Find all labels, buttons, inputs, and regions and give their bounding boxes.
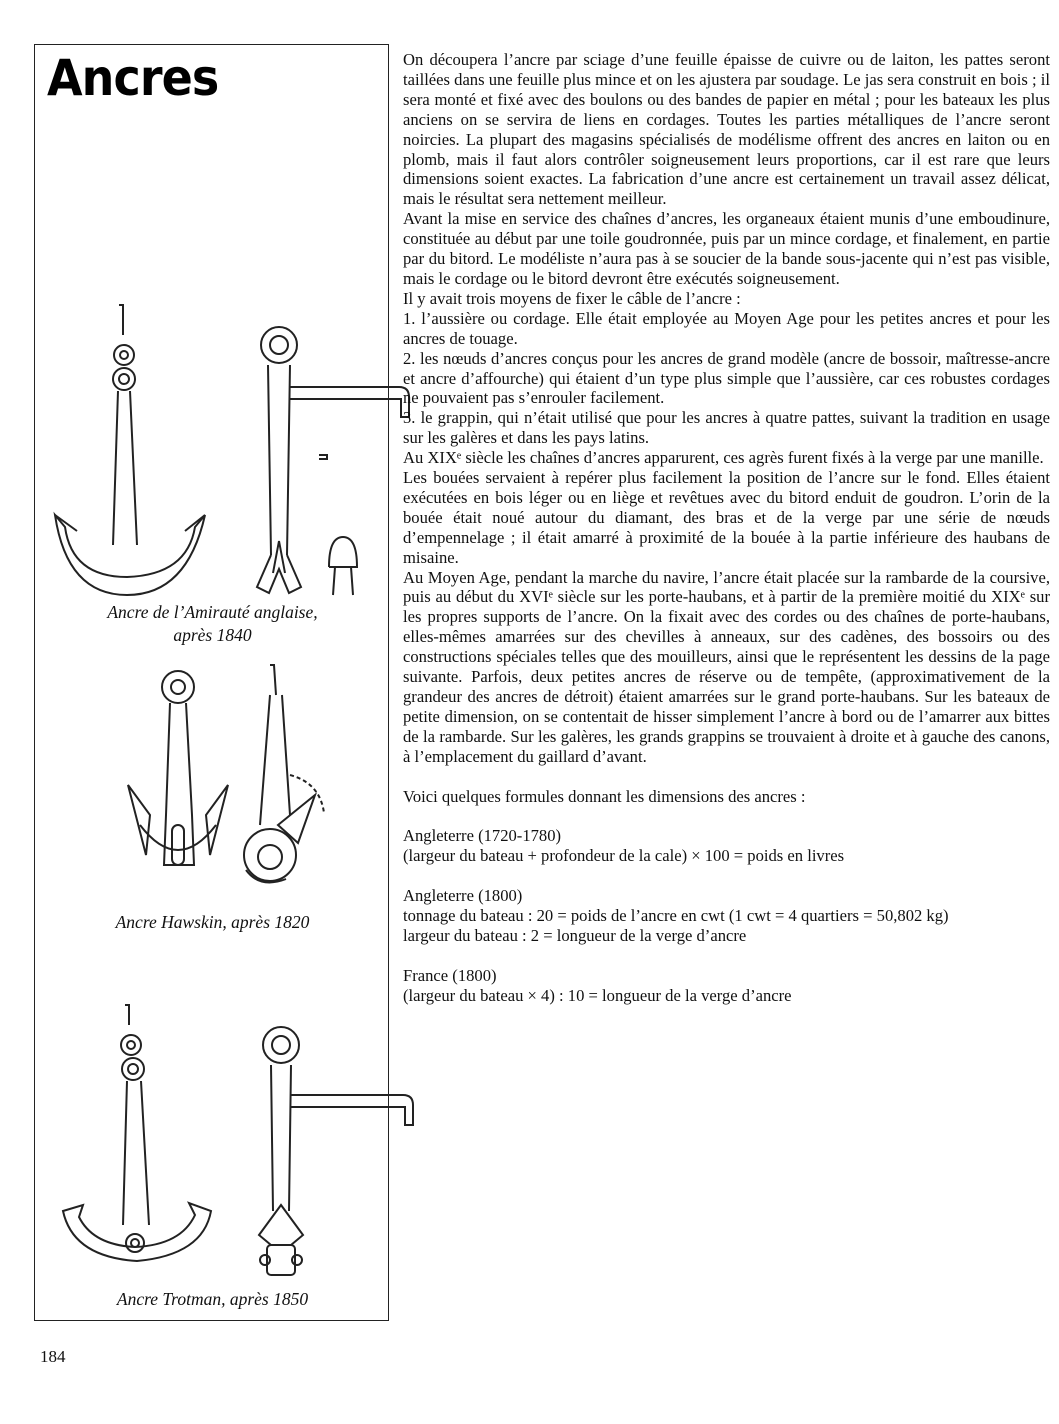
trotman-anchor-drawing-icon [53,1005,393,1275]
figure-caption-trotman [35,1288,390,1311]
formula-heading: Angleterre (1720-1780) [403,826,562,846]
body-text [403,50,1050,1005]
paragraph: On découpera l’ancre par sciage d’une feuille épaisse de cuivre ou de laiton, les pattes seront taillées dans une feuille plus mince et on les ajustera par soudage. Le jas sera construit en bois ; il sera monté et fixé avec des boulons ou des bandes de papier en métal ; pour les bateaux les plus anciens on se servira de liens en cordages. Toutes les parties métalliques de l’ancre seront noircies. La plupart des magasins spécialisés de modélisme offrent des ancres en laiton ou en plomb, mais il faut alors contrôler soigneusement leurs proportions, car il est rare que leurs dimensions soient exactes. La fabrication d’une ancre est certainement un travail assez délicat, mais le résultat sera nettement meilleur. [403,50,1050,209]
formula-heading: France (1800) [403,965,497,985]
hawkins-anchor-drawing-icon [110,665,360,905]
caption-line: Ancre Trotman, après 1850 [116,1289,309,1309]
section-title: Ancres [47,49,219,107]
paragraph: Au Moyen Age, pendant la marche du navire, l’ancre était placée sur la rambarde de la coursive, puis au début du XVIᵉ siècle sur les porte-haubans, et à partir de la première moitié du XIXᵉ sur les propres supports de l’ancre. On la fixait avec des cordes ou des chaînes de porte-haubans, elles-mêmes amarrées sur des chevilles à anneaux, sur des cadènes, des bossoirs ou des constructions spéciales telles que des mouilleurs, ainsi que le représentent les dessins de la page suivante. Parfois, deux petites ancres de réserve ou de tempête, (approximativement de la grandeur des ancres de détroit) étaient amarrées sur le grand porte-haubans. Sur les bateaux de petite dimension, on se contentait de hisser simplement l’ancre à bord ou de l’amarrer aux bittes de la rambarde. Sur les galères, les grands grappins se trouvaient à droite et à gauche des canons, à l’emplacement du gaillard d’avant. [403,567,1050,766]
formulas-intro: Voici quelques formules donnant les dimensions des ancres : [403,786,806,806]
paragraph: Avant la mise en service des chaînes d’ancres, les organeaux étaient munis d’une emboudinure, constituée au début par une toile goudronnée, puis par un mince cordage, et finalement, en partie par du bitord. Le modéliste n’aura pas à se soucier de la bande sous-jacente qui n’est pas visible, mais le cordage ou le bitord devront être exécutés soigneusement. [403,209,1050,288]
caption-line: Ancre de l’Amirauté anglaise, [107,602,318,622]
formula-line: largeur du bateau : 2 = longueur de la verge d’ancre [403,925,747,945]
formula-line: (largeur du bateau × 4) : 10 = longueur de la verge d’ancre [403,985,792,1005]
paragraph: Les bouées servaient à repérer plus facilement la position de l’ancre sur le fond. Elles étaient exécutées en bois léger ou en liège et revêtues avec du bitord enduit de goudron. L’orin de la bouée était noué autour du diamant, des bras et de la verge par une série de nœuds d’empennelage ; il était amarré à proximité de la bouée à la partie inférieure des haubans de misaine. [403,468,1050,567]
formula-line: (largeur du bateau + profondeur de la cale) × 100 = poids en livres [403,846,845,866]
paragraph: 3. le grappin, qui n’était utilisé que pour les ancres à quatre pattes, suivant la tradition en usage sur les galères et dans les pays latins. [403,408,1050,448]
figure-caption-hawkins [35,911,390,934]
paragraph: 2. les nœuds d’ancres conçus pour les ancres de grand modèle (ancre de bossoir, maîtresse-ancre et ancre d’affourche) qui étaient d’un type plus simple que l’aussière, car ces robustes cordages ne pouvaient pas s’enrouler facilement. [403,348,1050,408]
paragraph: Il y avait trois moyens de fixer le câble de l’ancre : [403,288,741,308]
figure-caption-admiralty [35,601,390,647]
caption-line: après 1840 [173,625,252,645]
page-number: 184 [40,1347,66,1366]
admiralty-anchor-drawing-icon [47,305,387,595]
formula-line: tonnage du bateau : 20 = poids de l’ancre en cwt (1 cwt = 4 quartiers = 50,802 kg) [403,905,949,925]
caption-line: Ancre Hawskin, après 1820 [115,912,310,932]
paragraph: Au XIXᵉ siècle les chaînes d’ancres apparurent, ces agrès furent fixés à la verge par une manille. [403,448,1044,468]
sidebar-box [34,44,389,1321]
formula-heading: Angleterre (1800) [403,886,523,906]
paragraph: 1. l’aussière ou cordage. Elle était employée au Moyen Age pour les petites ancres et pour les ancres de touage. [403,308,1050,348]
